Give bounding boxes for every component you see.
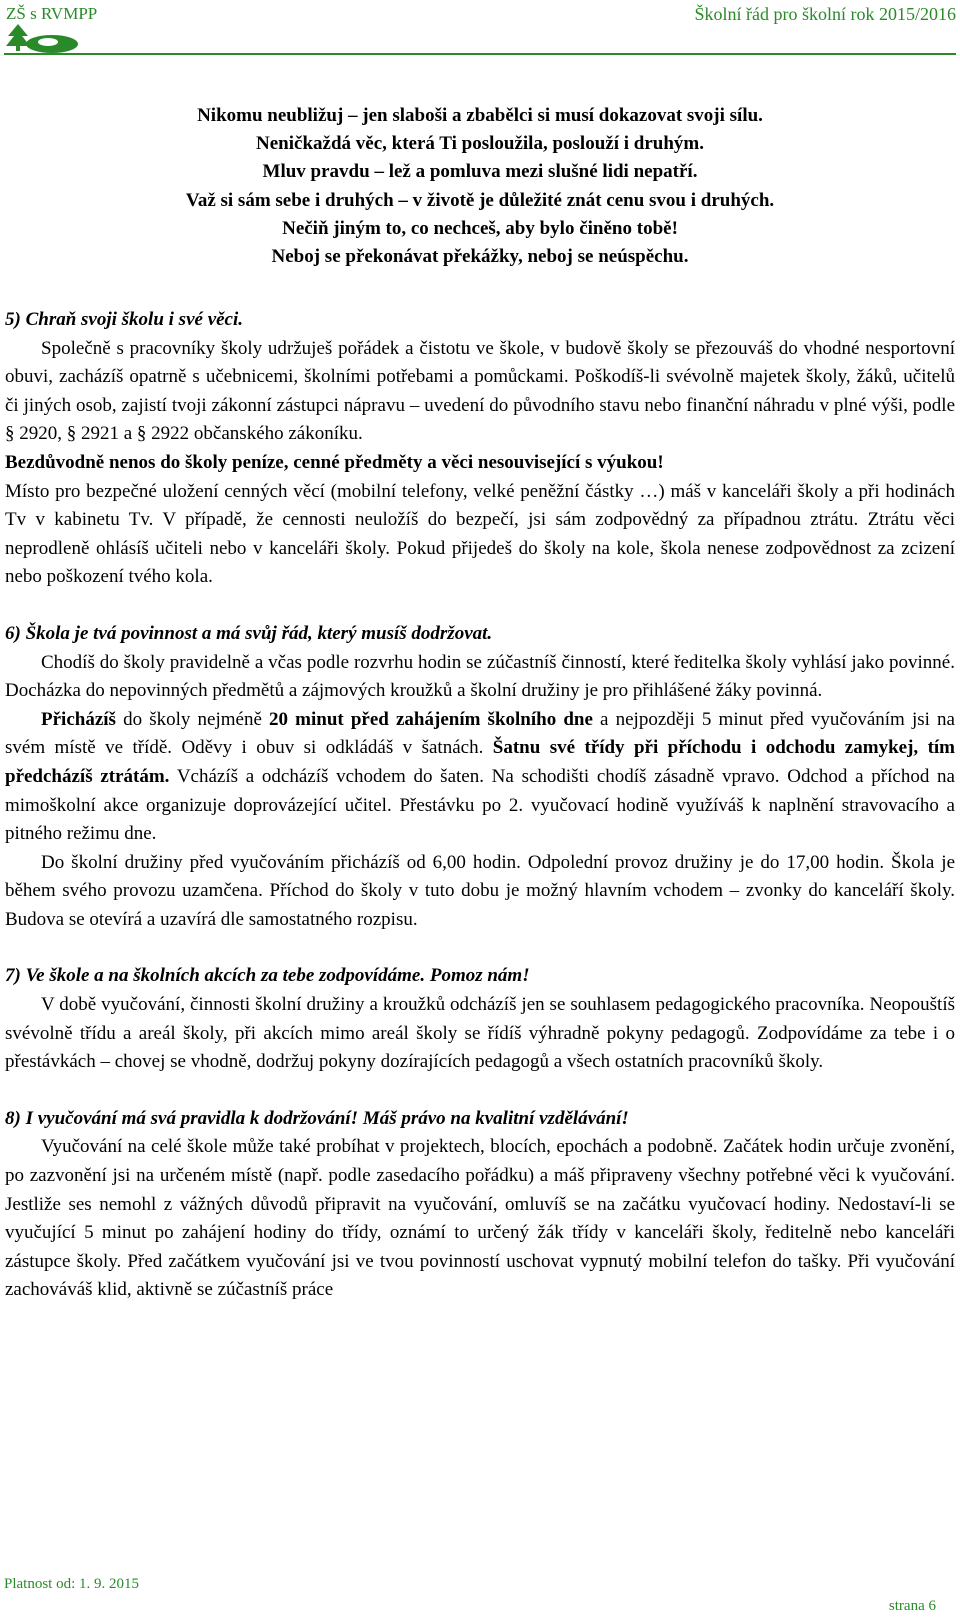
section-8-heading: 8) I vyučování má svá pravidla k dodržování! Máš právo na kvalitní vzdělávání!: [5, 1107, 629, 1129]
section-6-paragraph-2: [5, 706, 955, 849]
section-5-paragraph-1: Společně s pracovníky školy udržuješ pořádek a čistotu ve škole, v budově školy se přezouváš do vhodné nesportovní obuvi, zacházíš opatrně s učebnicemi, školními potřebami a pomůckami. Poškodíš-li svévolně majetek školy, žáků, učitelů či jiných osob, zajistí tvoji zákonní zástupci nápravu – uvedení do původního stavu nebo finanční náhradu v plné výši, podle § 2920, § 2921 a § 2922 občanského zákoníku.: [5, 337, 955, 445]
section-7-paragraph-1: V době vyučování, činnosti školní družiny a kroužků odcházíš jen se souhlasem pedagogického pracovníka. Neopouštíš svévolně třídu a areál školy, při akcích mimo areál školy se řídíš výhradně pokyny pedagogů. Zodpovídáme za tebe i o přestávkách – chovej se vhodně, dodržuj pokyny dozírajících pedagogů a všech ostatních pracovníků školy.: [5, 994, 955, 1073]
section-7-heading: 7) Ve škole a na školních akcích za tebe zodpovídáme. Pomoz nám!: [5, 965, 530, 987]
motto-line-2: Neničkaždá věc, která Ti posloužila, poslouží i druhým.: [256, 133, 704, 154]
arrival-text-3: Vcházíš a odcházíš vchodem do šaten. Na schodišti chodíš zásadně vpravo. Odchod a příchod na mimoškolní akce organizuje doprovázející učitel. Přestávku po 2. vyučovací hodině využíváš k naplnění stravovacího a pitného režimu dne.: [5, 765, 955, 845]
header-rule: [4, 53, 956, 55]
section-5-bold-warning: Bezdůvodně nenos do školy peníze, cenné předměty a věci nesouvisející s výukou!: [5, 451, 664, 473]
school-logo: [4, 22, 80, 54]
arrival-bold: Přicházíš: [41, 708, 116, 730]
section-6-heading: 6) Škola je tvá povinnost a má svůj řád, který musíš dodržovat.: [5, 622, 493, 644]
header-school-name: ZŠ s RVMPP: [6, 4, 98, 23]
section-6-paragraph-3: Do školní družiny před vyučováním přicházíš od 6,00 hodin. Odpolední provoz družiny je do 17,00 hodin. Škola je během svého provozu uzamčena. Příchod do školy v tuto dobu je možný hlavním vchodem – zvonky do kanceláří školy. Budova se otevírá a uzavírá dle samostatného rozpisu.: [5, 851, 955, 930]
locker-rule-bold: Šatnu své třídy při příchodu i odchodu zamykej, tím předcházíš ztrátám.: [5, 737, 956, 787]
arrival-text-1: do školy nejméně: [115, 708, 270, 730]
section-5-paragraph-2: Místo pro bezpečné uložení cenných věcí (mobilní telefony, velké peněžní částky …) máš v kanceláři školy a při hodinách Tv v kabinetu Tv. V případě, že cennosti neuložíš do bezpečí, jsi sám zodpovědný za případnou ztrátu. Ztrátu věci neprodleně ohlásíš učiteli nebo v kanceláři školy. Pokud přijedeš do školy na kole, škola nenese zodpovědnost za zcizení nebo poškození tvého kola.: [5, 480, 955, 588]
arrival-text-2: a nejpozději 5 minut před vyučováním jsi na svém místě ve třídě. Oděvy i obuv si odkládáš v šatnách.: [5, 708, 955, 759]
motto-line-1: Nikomu neubližuj – jen slaboši a zbabělci si musí dokazovat svoji sílu.: [197, 105, 763, 126]
motto-line-4: Važ si sám sebe i druhých – v životě je důležité znát cenu svou i druhých.: [185, 190, 775, 211]
section-8-paragraph-1: Vyučování na celé škole může také probíhat v projektech, blocích, epochách a podobně. Začátek hodin určuje zvonění, po zazvonění jsi na určeném místě (např. podle zasedacího pořádku) a máš připraveny všechny potřebné věci k vyučování. Jestliže ses nemohl z vážných důvodů připravit na vyučování, omluvíš se na začátku vyučovací hodiny. Nedostaví-li se vyučující 5 minut po zahájení hodiny do třídy, oznámí to určený žák třídy v kanceláři školy, ředitelně nebo kanceláři zástupce školy. Před začátkem vyučování jsi ve tvou povinností uschovat vypnutý mobilní telefon do tašky. Při vyučování zachováváš klid, aktivně se zúčastníš práce: [5, 1136, 955, 1301]
arrival-time-bold: 20 minut před zahájením školního dne: [269, 708, 593, 730]
motto-line-5: Nečiň jiným to, co nechceš, aby bylo činěno tobě!: [282, 218, 678, 239]
footer-page-number: strana 6: [888, 1598, 936, 1614]
section-6-paragraph-1: Chodíš do školy pravidelně a včas podle rozvrhu hodin se zúčastníš činností, které ředitelka školy vyhlásí jako povinné. Docházka do nepovinných předmětů a zájmových kroužků a školní družiny je pro přihlášené žáky povinná.: [5, 651, 955, 702]
document-body: [5, 306, 955, 1305]
section-5-heading: 5) Chraň svoji školu i své věci.: [5, 309, 244, 330]
header-document-title: Školní řád pro školní rok 2015/2016: [694, 4, 956, 24]
footer-valid-from: Platnost od: 1. 9. 2015: [4, 1576, 140, 1592]
motto-line-3: Mluv pravdu – lež a pomluva mezi slušné lidi nepatří.: [262, 161, 698, 182]
motto-line-6: Neboj se překonávat překážky, neboj se neúspěchu.: [271, 246, 689, 267]
